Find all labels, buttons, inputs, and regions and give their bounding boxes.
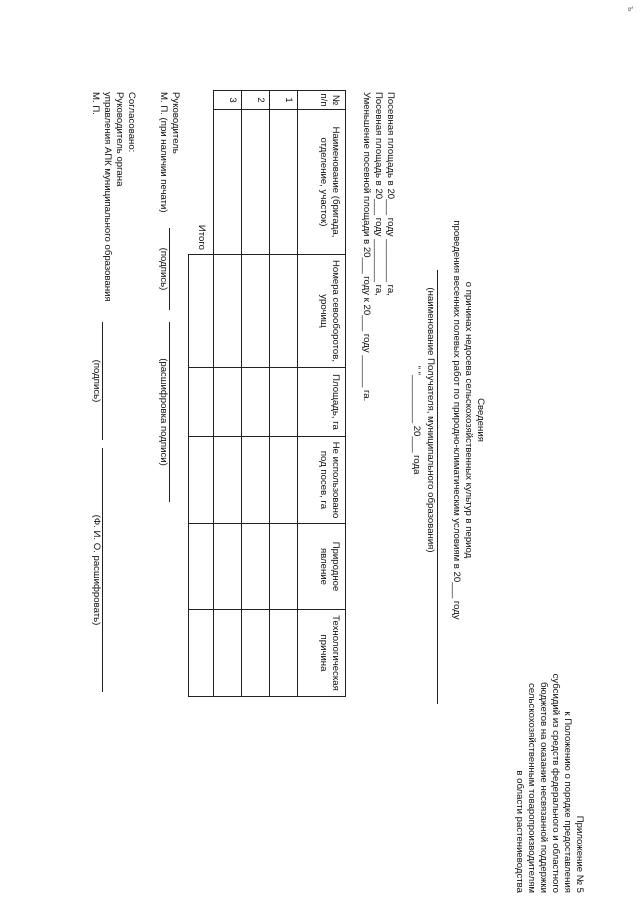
appendix-line: в области растениеводства xyxy=(514,770,525,893)
table-cell xyxy=(270,610,298,697)
column-header: № п/п xyxy=(298,91,346,110)
document-heading: Сведения xyxy=(475,398,486,442)
appendix-line: Приложение № 5 xyxy=(574,815,585,893)
table-cell xyxy=(189,524,214,610)
title-line: проведения весенних полевых работ по природно-климатическим условиям в 20___ году xyxy=(451,220,462,620)
area-line: Уменьшение посевной площади в 20___ году к 20___ году ______ га. xyxy=(361,92,372,402)
agency-signature-line xyxy=(102,322,103,440)
head-label: Руководитель xyxy=(170,92,181,154)
table-cell xyxy=(214,110,242,255)
table-cell xyxy=(189,368,214,437)
decoding-line xyxy=(169,322,170,502)
table-cell xyxy=(214,368,242,437)
table-cell xyxy=(242,255,270,368)
decoding-caption: (расшифровка подписи) xyxy=(158,358,169,466)
table-row xyxy=(214,91,242,697)
table-row xyxy=(270,91,298,697)
recipient-caption: (наименование Получателя, муниципального образования) xyxy=(425,287,436,553)
table-cell xyxy=(270,255,298,368)
table-cell xyxy=(242,524,270,610)
table-cell: 2 xyxy=(242,91,270,110)
title-line: о причинах недосева сельскохозяйственных культур в период xyxy=(463,281,474,559)
appendix-line: субсидий из средств федерального и областного xyxy=(550,673,561,893)
table-cell xyxy=(242,610,270,697)
signature-caption: (подпись) xyxy=(158,247,169,291)
table-cell xyxy=(270,524,298,610)
total-label: Итого xyxy=(189,91,214,255)
column-header: Не использовано под посев, га xyxy=(298,437,346,524)
table-cell xyxy=(214,255,242,368)
table-cell xyxy=(242,437,270,524)
table-cell xyxy=(189,437,214,524)
appendix-line: к Положению о порядке предоставления xyxy=(562,711,573,893)
date-line: " "_________ 20___ года xyxy=(411,365,422,475)
table-total-row xyxy=(189,91,214,697)
table-cell: 1 xyxy=(270,91,298,110)
column-header: Наименование (бригада, отделение, участок) xyxy=(298,110,346,255)
agency-name-line xyxy=(102,448,103,692)
table-header-row xyxy=(298,91,346,697)
table-cell xyxy=(270,368,298,437)
table-cell xyxy=(189,255,214,368)
table-row xyxy=(242,91,270,697)
agency-seal-label: М. П. xyxy=(90,92,101,115)
appendix-line: сельскохозяйственным товаропроизводителям xyxy=(526,683,537,893)
agency-signature-caption: (подпись) xyxy=(91,359,102,403)
signature-line xyxy=(169,228,170,310)
agency-head-label: управления АПК муниципального образования xyxy=(102,92,113,302)
table-cell xyxy=(214,437,242,524)
agreed-label: Согласовано: xyxy=(126,92,137,153)
table-cell xyxy=(214,524,242,610)
agency-head-label: Руководитель органа xyxy=(114,92,125,187)
table-cell xyxy=(242,110,270,255)
report-table xyxy=(188,90,346,697)
recipient-line xyxy=(437,270,438,704)
table-cell xyxy=(270,110,298,255)
seal-label: М. П. (при наличии печати) xyxy=(158,92,169,213)
table-cell: 3 xyxy=(214,91,242,110)
table-cell xyxy=(214,610,242,697)
table-cell xyxy=(189,610,214,697)
table-cell xyxy=(270,437,298,524)
table-cell xyxy=(242,368,270,437)
column-header: Площадь, га xyxy=(298,368,346,437)
column-header: Номера севооборотов, урочищ xyxy=(298,255,346,368)
agency-name-caption: (Ф. И. О. расшифровать) xyxy=(91,514,102,626)
area-line: Посевная площадь в 20___ году ________ га, xyxy=(385,92,396,296)
corner-mark: ъ xyxy=(626,6,636,12)
column-header: Технологическая причина xyxy=(298,610,346,697)
column-header: Природное явление xyxy=(298,524,346,610)
area-line: Посевная площадь в 20___ году ________ га, xyxy=(373,92,384,296)
appendix-line: бюджетов на оказание несвязанной поддержки xyxy=(538,681,549,893)
